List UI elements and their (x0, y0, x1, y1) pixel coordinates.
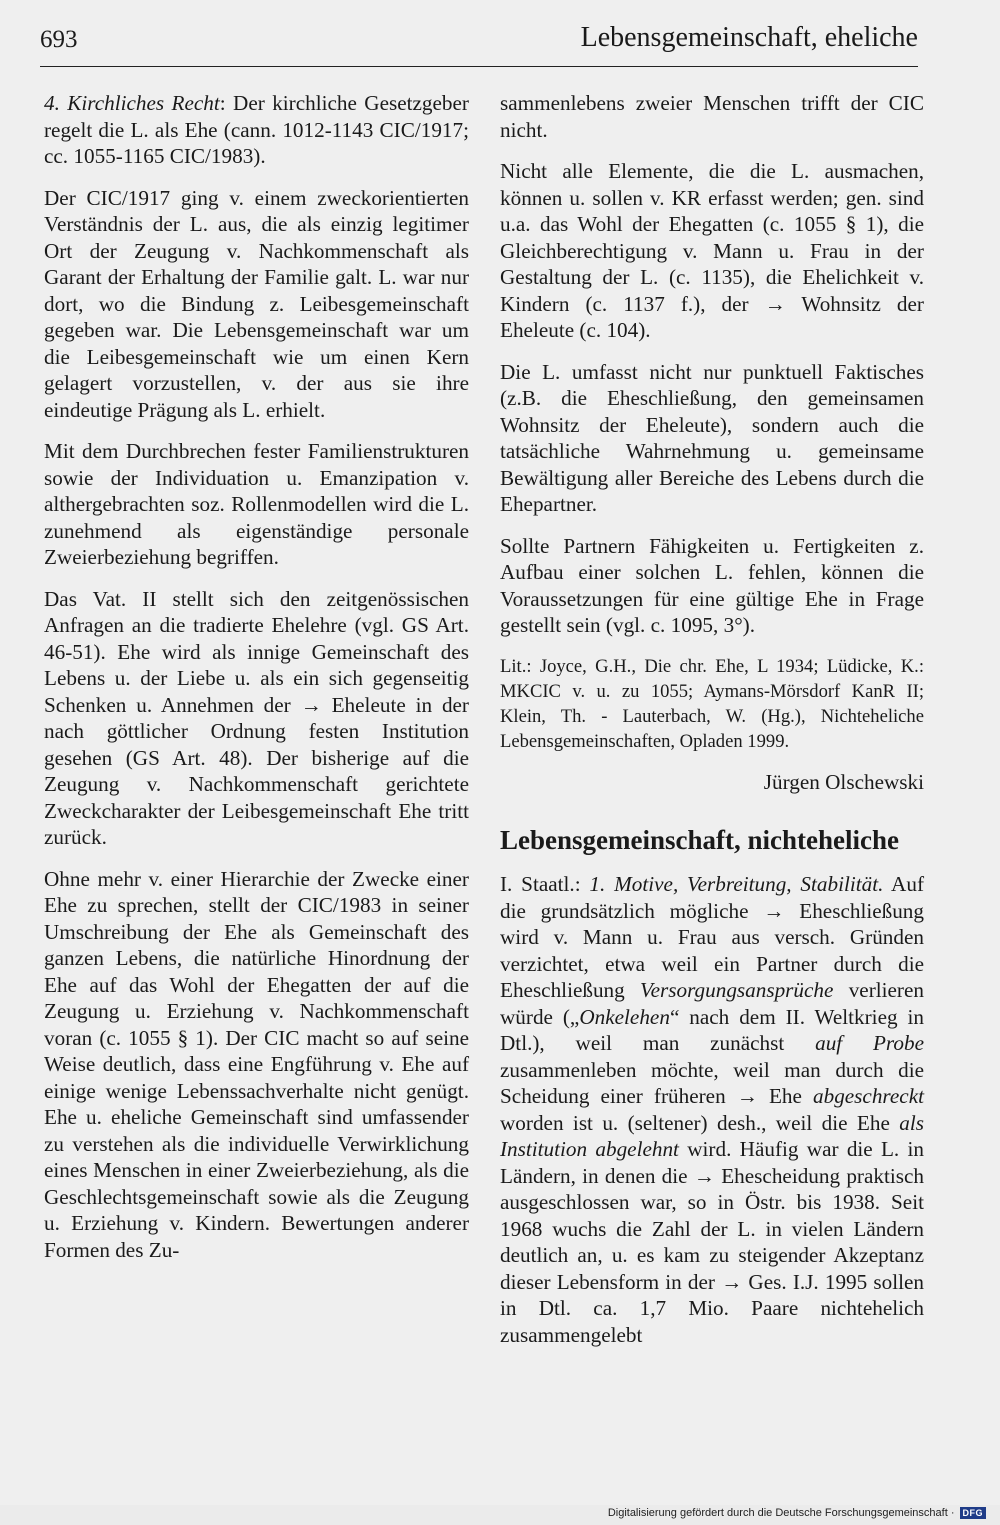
section-label: 4. Kirchliches Recht (44, 91, 220, 115)
paragraph: Ohne mehr v. einer Hierarchie der Zwecke einer Ehe zu sprechen, stellt der CIC/1983 in seiner Umschreibung der Ehe als Gemeinschaft des ganzen Lebens, die natürliche Hinordnung der Ehe auf das Wohl der Ehegatten der auf die Zeugung u. Erziehung v. Nachkommenschaft voran (c. 1055 § 1). Der CIC macht so auf seine Weise deutlich, dass eine Engführung v. Ehe auf einige wenige Lebenssachverhalte nicht genügt. Ehe u. eheliche Gemeinschaft sind umfassender zu verstehen als die individuelle Verwirklichung eines Menschen in einer Zweierbeziehung, als die Geschlechtsgemeinschaft sowie als die Zeugung u. Erziehung v. Kindern. Bewertungen anderer Formen des Zu- (44, 866, 469, 1262)
paragraph: sammenlebens zweier Menschen trifft der CIC nicht. (500, 91, 924, 142)
paragraph: Nicht alle Elemente, die die L. ausmachen, können u. sollen v. KR erfasst werden; gen. sind u.a. das Wohl der Ehegatten (c. 1055 § 1), die Gleichberechtigung v. Mann u. Frau in der Gestaltung der L. (c. 1135), die Ehelichkeit v. Kindern (c. 1137 f.), der → Wohnsitz der Eheleute (c. 104). (500, 159, 924, 342)
entry-paragraph (500, 871, 924, 1348)
emphasis: als Institution abgelehnt (500, 1110, 924, 1161)
emphasis: abgeschreckt (813, 1084, 924, 1108)
author-name: Jürgen Olschewski (763, 769, 924, 794)
paragraph: Der CIC/1917 ging v. einem zweckorientierten Verständnis der L. aus, die als einzig legitimer Ort der Zeugung v. Nachkommenschaft als Garant der Erhaltung der Familie galt. L. war nur dort, wo die Bindung z. Leibesgemeinschaft gegeben war. Die Lebensgemeinschaft war um die Leibesgemeinschaft wie um einen Kern gelagert vorzustellen, v. der aus sie ihre eindeutige Prägung als L. erhielt. (44, 185, 469, 422)
page-header (40, 22, 918, 58)
dfg-logo: DFG (960, 1507, 987, 1519)
running-title: Lebensgemeinschaft, eheliche (580, 22, 918, 53)
entry-text: wird. Häufig war die L. in Ländern, in denen die → Ehescheidung praktisch ausgeschlossen war, so in Östr. bis 1938. Seit 1968 wuchs die Zahl der L. in vielen Ländern deutlich an, u. es kam zu steigender Akzeptanz dieser Lebensform in der → Ges. I.J. 1995 sollen in Dtl. ca. 1,7 Mio. Paare nichtehelich zusammengelebt (500, 1137, 924, 1347)
entry-text: verlieren würde („ (500, 978, 924, 1029)
emphasis: Onkelehen (579, 1004, 670, 1029)
digitization-footer (608, 1507, 986, 1519)
paragraph (44, 90, 469, 170)
paragraph: Das Vat. II stellt sich den zeitgenössischen Anfragen an die tradierte Ehelehre (vgl. GS Art. 46-51). Ehe wird als innige Gemeinschaft des Lebens u. der Liebe u. als ein sich gegenseitig Schenken u. Annehmen der → Eheleute in der nach göttlicher Ordnung festen Institution gesehen (GS Art. 48). Der bisherige auf die Zeugung v. Nachkommenschaft gerichtete Zweckcharakter der Leibesgemeinschaft Ehe tritt zurück. (44, 586, 469, 849)
left-column (44, 90, 469, 1278)
paragraph: Die L. umfasst nicht nur punktuell Faktisches (z.B. die Eheschließung, den gemeinsamen Wohnsitz der Eheleute), sondern auch die tatsächliche Wahrnehmung u. gemeinsame Bewältigung aller Bereiche des Lebens durch die Ehepartner. (500, 359, 924, 516)
page-number: 693 (40, 26, 78, 53)
right-column (500, 90, 924, 1363)
literature-references: Lit.: Joyce, G.H., Die chr. Ehe, L 1934; Lüdicke, K.: MKCIC v. u. zu 1055; Aymans-Mörsdorf KanR II; Klein, Th. - Lauterbach, W. (Hg.), Nichteheliche Lebensgemeinschaften, Opladen 1999. (500, 655, 924, 752)
footer-text: Digitalisierung gefördert durch die Deutsche Forschungsgemeinschaft · (607, 1507, 955, 1519)
entry-text: worden ist u. (seltener) desh., weil die Ehe (500, 1110, 900, 1135)
entry-text: “ nach dem II. Weltkrieg in Dtl.), weil man zunächst (500, 1004, 924, 1055)
subsection-label: 1. Motive, Verbreitung, Stabilität. (589, 872, 884, 896)
entry-text: zusammenleben möchte, weil man durch die Scheidung einer früheren → Ehe (500, 1057, 924, 1108)
paragraph: Mit dem Durchbrechen fester Familienstrukturen sowie der Individuation u. Emanzipation v. althergebrachten soz. Rollenmodellen wird die L. zunehmend als eigenständige personale Zweierbeziehung begriffen. (44, 439, 469, 569)
header-rule (40, 66, 918, 67)
entry-text: Auf die grundsätzlich mögliche → Eheschließung wird v. Mann u. Frau aus versch. Gründen verzichtet, etwa weil ein Partner durch die Eheschließung (500, 872, 924, 1002)
paragraph: Sollte Partnern Fähigkeiten u. Fertigkeiten z. Aufbau einer solchen L. fehlen, können die Voraussetzungen für eine gültige Ehe in Frage gestellt sein (vgl. c. 1095, 3°). (500, 533, 924, 637)
paragraph-text: : Der kirchliche Gesetzgeber regelt die L. als Ehe (cann. 1012-1143 CIC/1917; cc. 1055-1165 CIC/1983). (44, 91, 469, 168)
emphasis: Versorgungsansprüche (640, 978, 834, 1002)
entry-heading: Lebensgemeinschaft, nichteheliche (500, 825, 899, 855)
emphasis: auf Probe (815, 1031, 924, 1055)
entry-prefix: I. Staatl.: (500, 872, 590, 896)
